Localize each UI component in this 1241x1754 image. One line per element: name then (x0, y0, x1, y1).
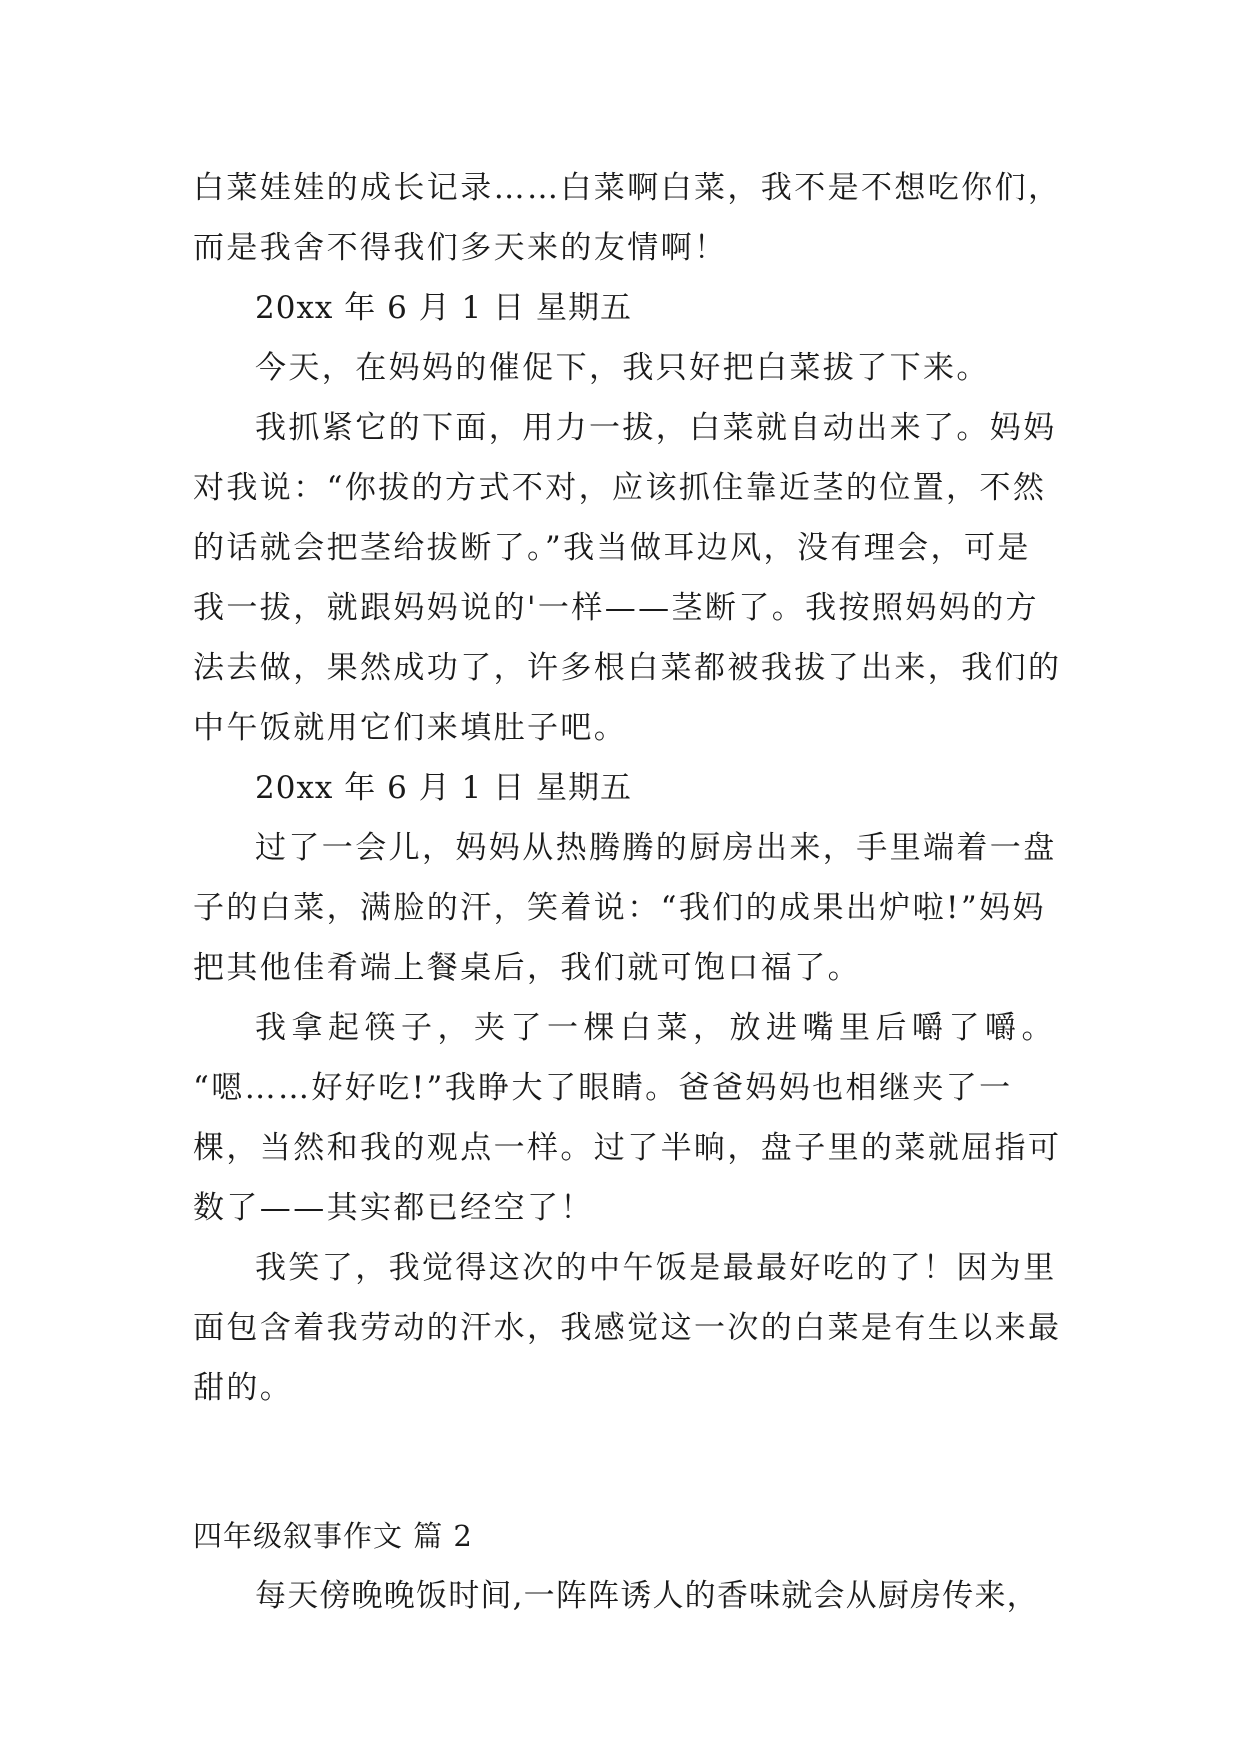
text-line: 数了——其实都已经空了！ (193, 1190, 594, 1226)
text-line: 对我说：“你拔的方式不对，应该抓住靠近茎的位置，不然 (193, 470, 1047, 506)
text-line: 中午饭就用它们来填肚子吧。 (193, 710, 628, 746)
document-body (193, 158, 1062, 1626)
text-line: 而是我舍不得我们多天来的友情啊！ (193, 230, 728, 266)
text-line: 白菜娃娃的成长记录……白菜啊白菜，我不是不想吃你们， (193, 170, 1062, 206)
text-line: 棵，当然和我的观点一样。过了半晌，盘子里的菜就屈指可 (193, 1130, 1062, 1166)
text-line: 面包含着我劳动的汗水，我感觉这一次的白菜是有生以来最 (193, 1310, 1062, 1346)
text-line: 我一拔，就跟妈妈说的'一样——茎断了。我按照妈妈的方 (193, 590, 1039, 626)
text-line: 把其他佳肴端上餐桌后，我们就可饱口福了。 (193, 950, 861, 986)
text-line: 法去做，果然成功了，许多根白菜都被我拔了出来，我们的 (193, 650, 1062, 686)
text-line: 我抓紧它的下面，用力一拔，白菜就自动出来了。妈妈 (255, 410, 1057, 446)
text-line: 甜的。 (193, 1370, 294, 1406)
text-line: 今天，在妈妈的催促下，我只好把白菜拔了下来。 (255, 350, 990, 386)
text-line: 我笑了，我觉得这次的中午饭是最最好吃的了！因为里 (255, 1250, 1057, 1286)
text-line: 我拿起筷子，夹了一棵白菜，放进嘴里后嚼了嚼。 (255, 1010, 1058, 1046)
text-line: 的话就会把茎给拔断了。”我当做耳边风，没有理会，可是 (193, 530, 1031, 566)
section-gap (193, 1418, 1055, 1506)
text-line: 子的白菜，满脸的汗，笑着说：“我们的成果出炉啦!”妈妈 (193, 890, 1046, 926)
text-line: 过了一会儿，妈妈从热腾腾的厨房出来，手里端着一盘 (255, 830, 1057, 866)
text-line: 每天傍晚晚饭时间,一阵阵诱人的香味就会从厨房传来， (255, 1578, 1039, 1614)
diary-date: 20xx 年 6 月 1 日 星期五 (255, 770, 632, 806)
text-line: “嗯……好好吃!”我睁大了眼睛。爸爸妈妈也相继夹了一 (193, 1070, 1013, 1106)
diary-date: 20xx 年 6 月 1 日 星期五 (255, 290, 632, 326)
section-title: 四年级叙事作文 篇 2 (193, 1519, 473, 1553)
